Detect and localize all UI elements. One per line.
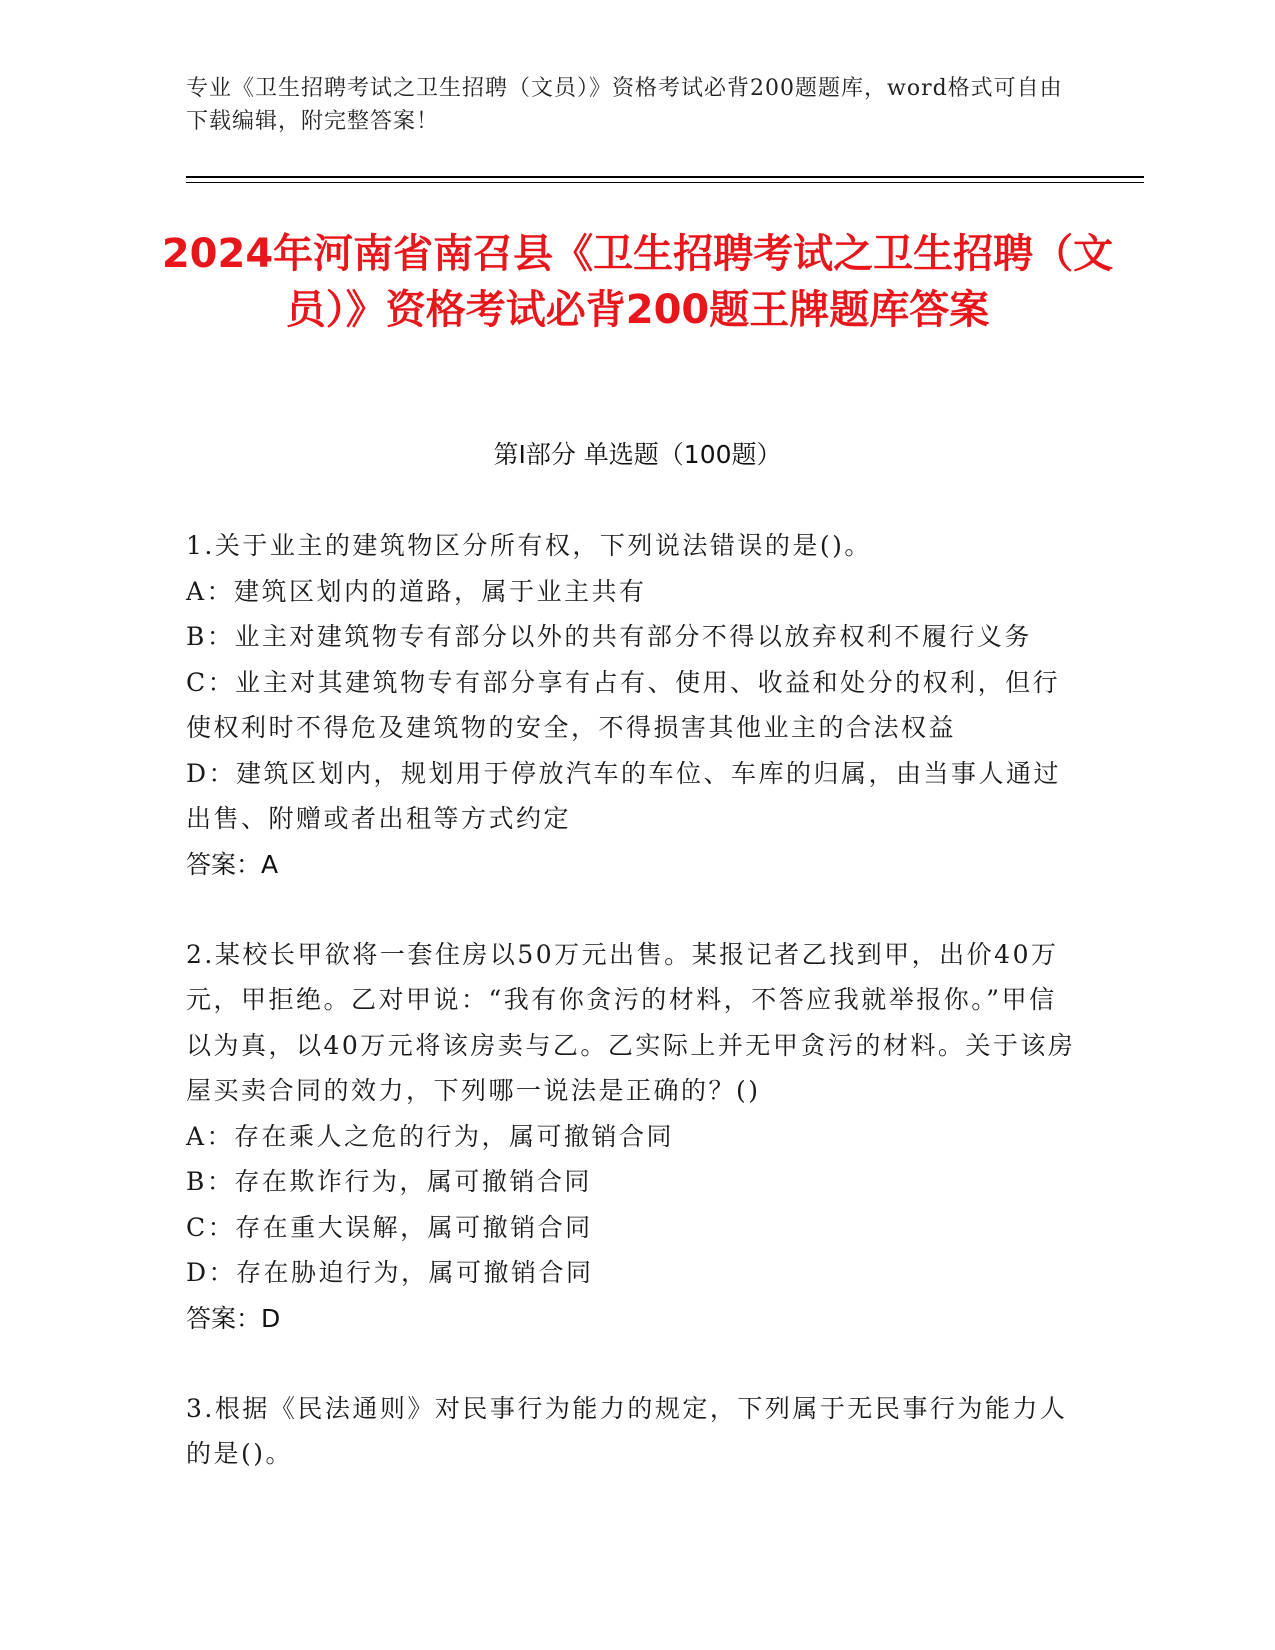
question-3: [186, 1386, 1081, 1477]
option-a: A：存在乘人之危的行为，属可撤销合同: [186, 1121, 675, 1151]
question-list: [186, 523, 1081, 1521]
question-1: [186, 523, 1081, 888]
answer-label: 答案：D: [186, 1303, 281, 1333]
option-d: D：存在胁迫行为，属可撤销合同: [186, 1258, 594, 1287]
header-note: 专业《卫生招聘考试之卫生招聘（文员）》资格考试必背200题题库，word格式可自由下载编辑，附完整答案！: [186, 76, 1063, 134]
document-title: 2024年河南省南召县《卫生招聘考试之卫生招聘（文员）》资格考试必背200题王牌题库答案: [161, 231, 1114, 333]
option-d: D：建筑区划内，规划用于停放汽车的车位、车库的归属，由当事人通过出售、附赠或者出租等方式约定: [186, 758, 1062, 833]
question-2: [186, 932, 1081, 1342]
section-title: 第Ⅰ部分 单选题（100题）: [493, 440, 782, 469]
header-divider-thick: [186, 176, 1144, 178]
option-b: B：业主对建筑物专有部分以外的共有部分不得以放弃权利不履行义务: [186, 622, 1032, 651]
option-c: C：业主对其建筑物专有部分享有占有、使用、收益和处分的权利，但行使权利时不得危及建筑物的安全，不得损害其他业主的合法权益: [186, 667, 1061, 742]
option-a: A：建筑区划内的道路，属于业主共有: [186, 576, 647, 606]
option-b: B：存在欺诈行为，属可撤销合同: [186, 1167, 592, 1196]
question-stem: 1.关于业主的建筑物区分所有权，下列说法错误的是()。: [186, 531, 872, 560]
header-divider-thin: [186, 182, 1144, 183]
answer-label: 答案：A: [186, 849, 279, 879]
question-stem: 3.根据《民法通则》对民事行为能力的规定，下列属于无民事行为能力人的是()。: [186, 1393, 1068, 1468]
question-stem: 2.某校长甲欲将一套住房以50万元出售。某报记者乙找到甲，出价40万元，甲拒绝。乙对甲说：“我有你贪污的材料，不答应我就举报你。”甲信以为真，以40万元将该房卖与乙。乙实际上并无甲贪污的材料。关于该房屋买卖合同的效力，下列哪一说法是正确的？(): [186, 939, 1076, 1105]
option-c: C：存在重大误解，属可撤销合同: [186, 1212, 593, 1242]
